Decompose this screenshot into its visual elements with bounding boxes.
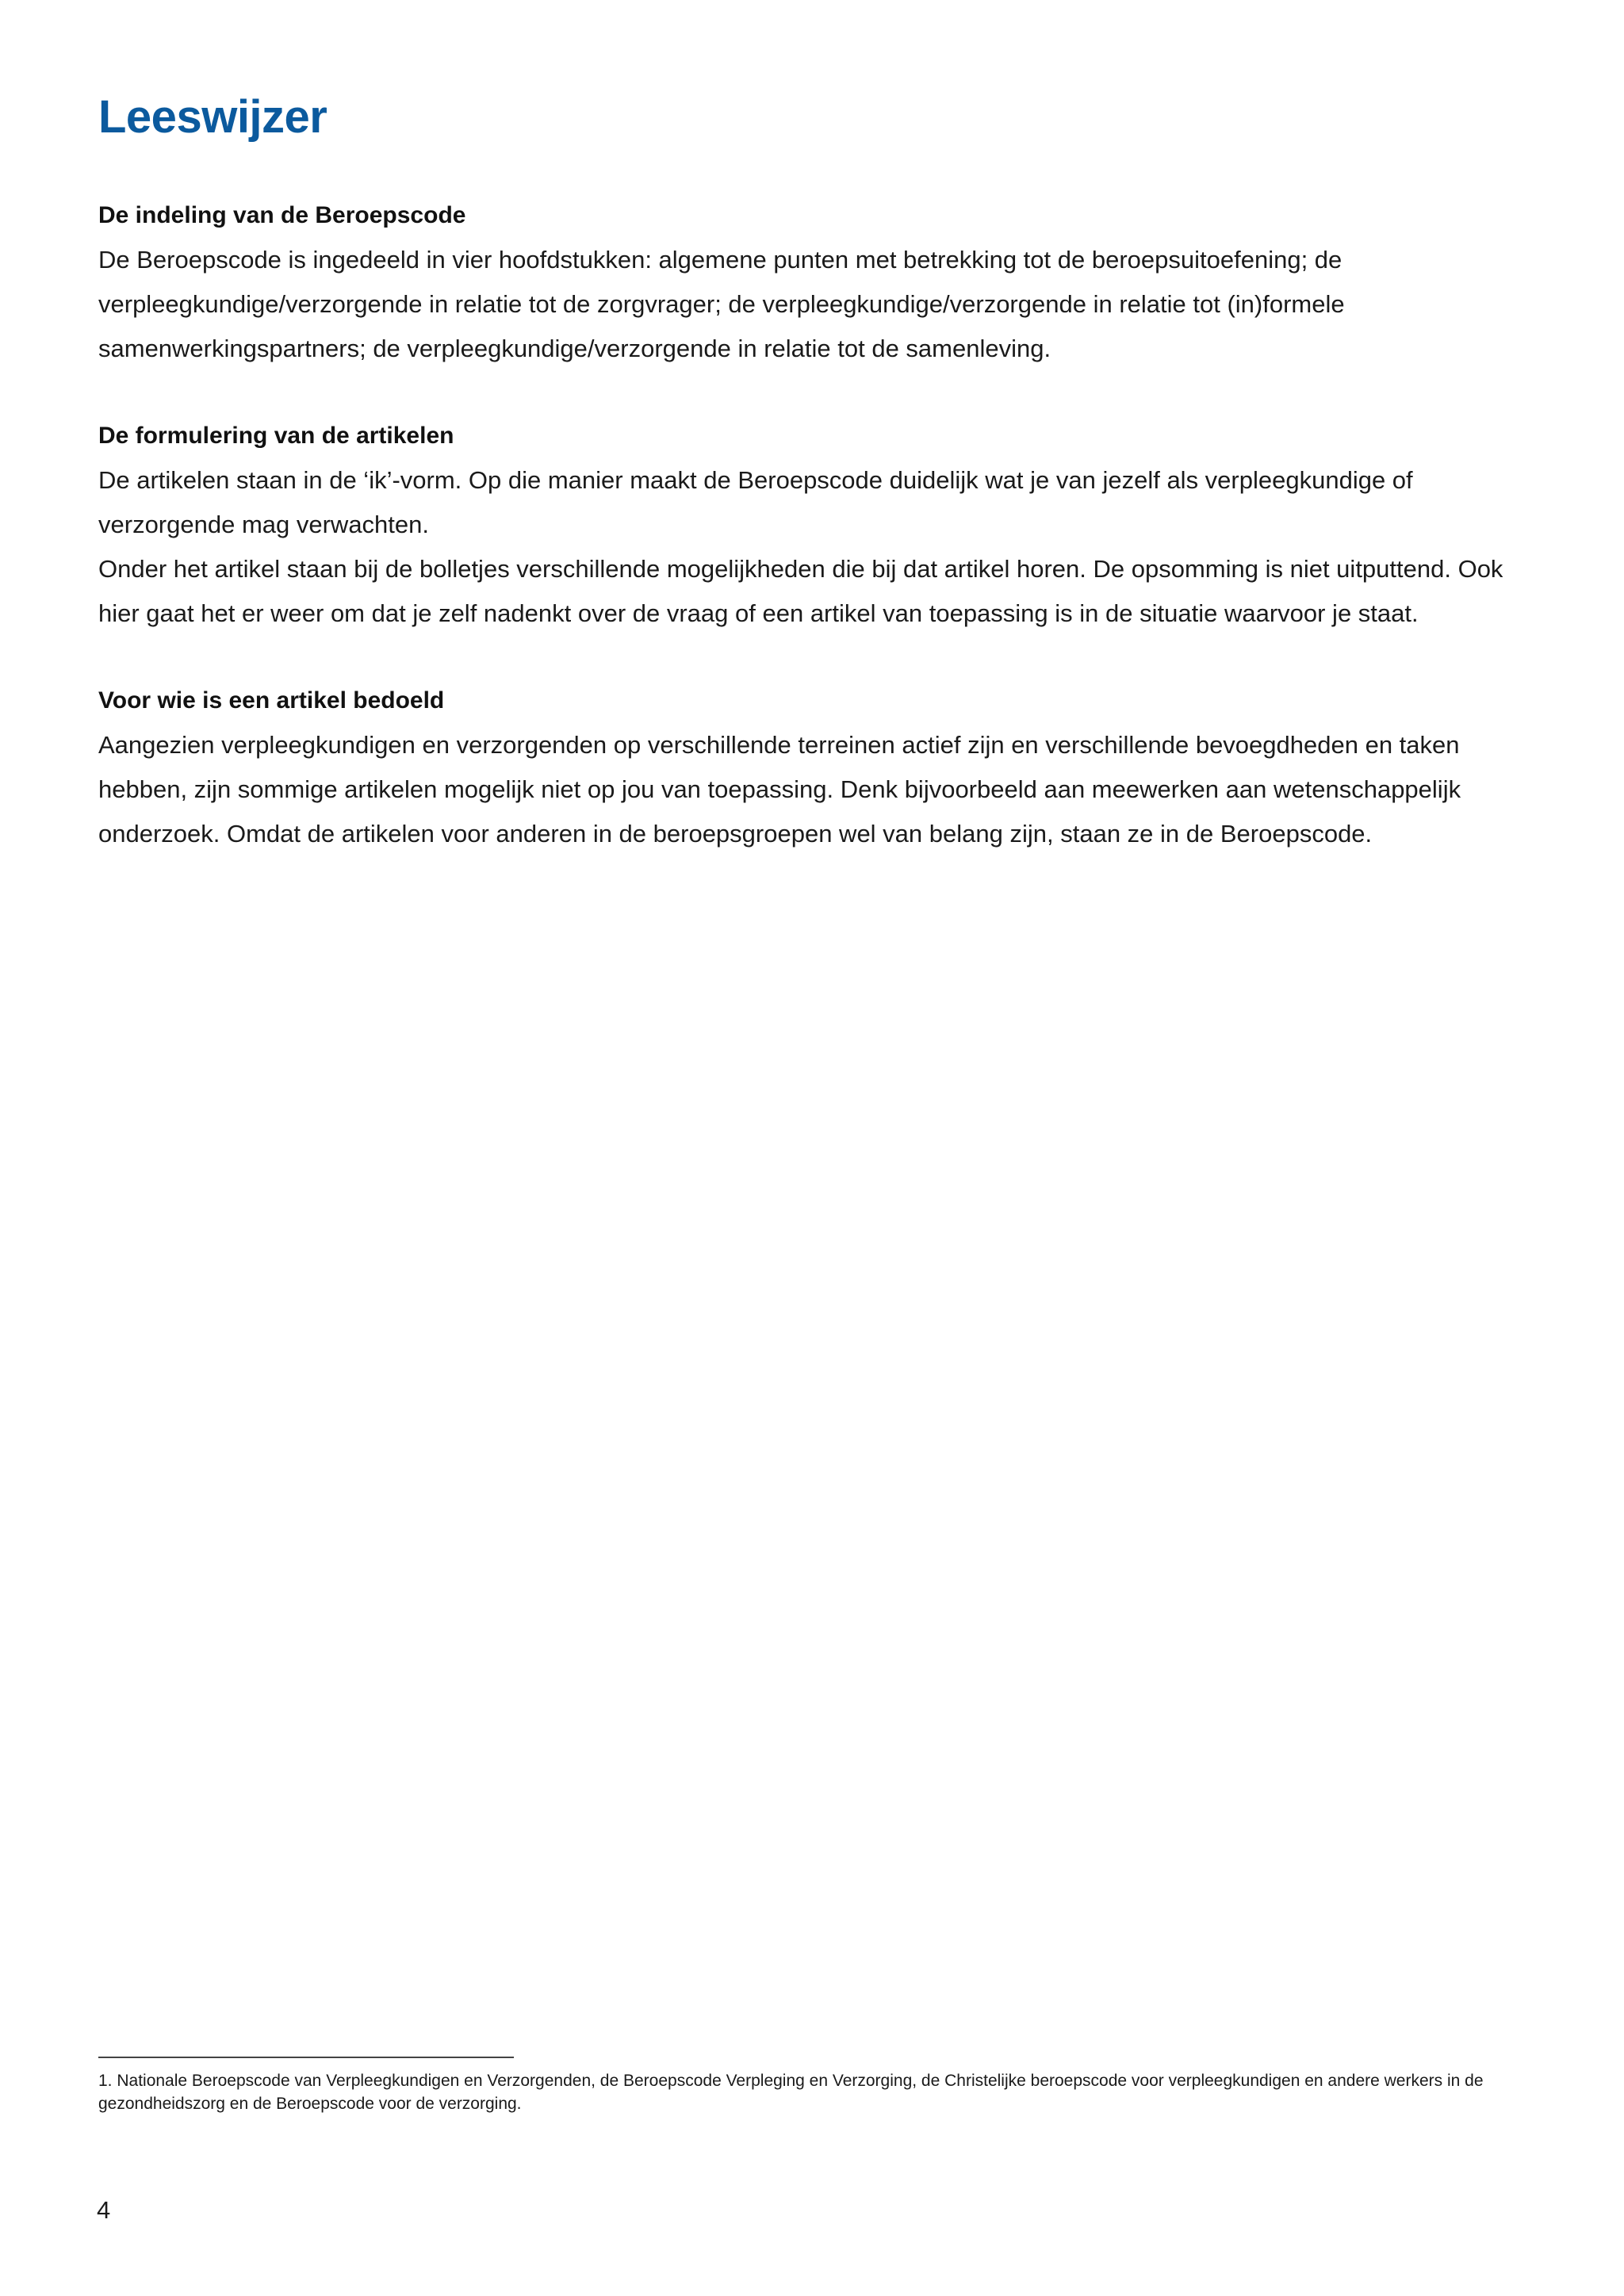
- section-paragraph: Onder het artikel staan bij de bolletjes verschillende mogelijkheden die bij dat artikel horen. De opsomming is niet uitputtend. Ook hier gaat het er weer om dat je zelf nadenkt over de vraag of een artikel van toepassing is in de situatie waarvoor je staat.: [98, 555, 1503, 627]
- section-heading: De indeling van de Beroepscode: [98, 202, 466, 228]
- section-voor-wie: [98, 679, 1549, 856]
- section-heading: De formulering van de artikelen: [98, 423, 454, 449]
- section-heading: Voor wie is een artikel bedoeld: [98, 687, 445, 714]
- section-indeling: [98, 193, 1549, 371]
- section-paragraph: De artikelen staan in de ‘ik’-vorm. Op die manier maakt de Beroepscode duidelijk wat je van jezelf als verpleegkundige of verzorgende mag verwachten.: [98, 466, 1413, 538]
- page-number: 4: [97, 2196, 111, 2224]
- section-formulering: [98, 414, 1549, 636]
- footnote: 1. Nationale Beroepscode van Verpleegkundigen en Verzorgenden, de Beroepscode Verpleging en Verzorging, de Christelijke beroepscode voor verpleegkundigen en andere werkers in de gezondheidszorg en de Beroepscode voor de verzorging.: [98, 2072, 1484, 2113]
- section-paragraph: Aangezien verpleegkundigen en verzorgenden op verschillende terreinen actief zijn en verschillende bevoegdheden en taken hebben, zijn sommige artikelen mogelijk niet op jou van toepassing. Denk bijvoorbeeld aan meewerken aan wetenschappelijk onderzoek. Omdat de artikelen voor anderen in de beroepsgroepen wel van belang zijn, staan ze in de Beroepscode.: [98, 731, 1461, 848]
- page-title: Leeswijzer: [98, 91, 327, 143]
- footnote-divider: [98, 2057, 514, 2058]
- section-paragraph: De Beroepscode is ingedeeld in vier hoofdstukken: algemene punten met betrekking tot de beroepsuitoefening; de verpleegkundige/verzorgende in relatie tot de zorgvrager; de verpleegkundige/verzorgende in relatie tot (in)formele samenwerkingspartners; de verpleegkundige/verzorgende in relatie tot de samenleving.: [98, 246, 1345, 362]
- main-content: [98, 193, 1549, 899]
